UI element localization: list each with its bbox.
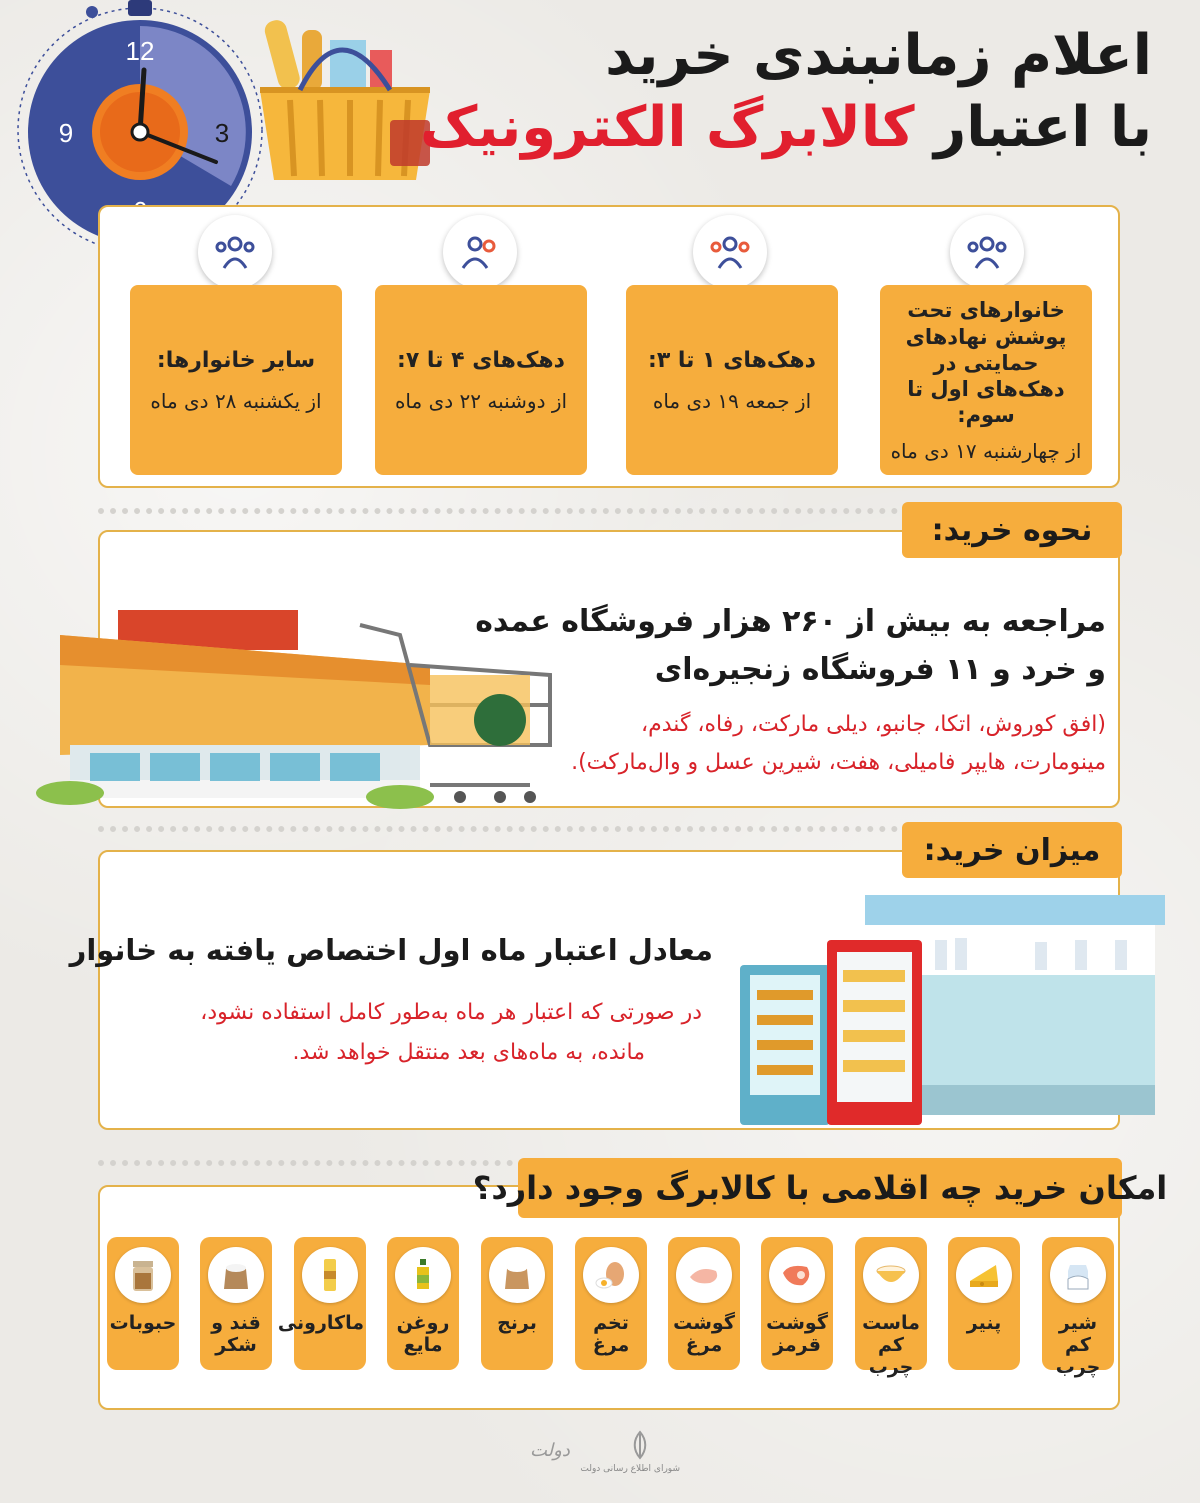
yogurt-icon bbox=[863, 1247, 919, 1303]
item-label: برنج bbox=[497, 1312, 537, 1334]
stores-list-line1: (افق کوروش، اتکا، جانبو، دیلی مارکت، رفاه، گندم، bbox=[641, 712, 1106, 737]
family-icon bbox=[693, 215, 767, 289]
how-to-buy-main-line2: و خرد و ۱۱ فروشگاه زنجیره‌ای bbox=[654, 652, 1106, 687]
shopping-basket-illustration bbox=[240, 10, 440, 190]
schedule-card bbox=[626, 285, 838, 475]
item-card bbox=[761, 1237, 833, 1370]
item-card bbox=[1042, 1237, 1114, 1378]
item-card bbox=[107, 1237, 179, 1370]
title-prefix: با اعتبار bbox=[914, 95, 1152, 160]
family-icon bbox=[198, 215, 272, 289]
pasta-icon bbox=[302, 1247, 358, 1303]
rice-icon bbox=[489, 1247, 545, 1303]
clock-number-9: 9 bbox=[58, 118, 74, 148]
item-label: حبوبات bbox=[109, 1312, 177, 1334]
stores-list-line2: مینومارت، هایپر فامیلی، هفت، شیرین عسل و وال‌مارکت). bbox=[571, 750, 1106, 775]
amount-main: معادل اعتبار ماه اول اختصاص یافته به خانوار bbox=[69, 933, 713, 967]
emblem-icon bbox=[627, 1430, 653, 1460]
item-card bbox=[481, 1237, 553, 1370]
item-label: پنیر bbox=[966, 1312, 1002, 1334]
item-label: تخم مرغ bbox=[592, 1312, 630, 1356]
schedule-date: از جمعه ۱۹ دی ماه bbox=[652, 388, 812, 413]
item-card bbox=[575, 1237, 647, 1370]
sugar-icon bbox=[208, 1247, 264, 1303]
item-card bbox=[668, 1237, 740, 1370]
item-card bbox=[277, 1237, 366, 1370]
clock-number-12: 12 bbox=[125, 36, 155, 66]
item-card bbox=[200, 1237, 272, 1370]
amount-label: میزان خرید: bbox=[902, 822, 1122, 878]
divider bbox=[98, 826, 898, 832]
page-title-line2 bbox=[420, 95, 1152, 160]
schedule-group: سایر خانوارها: bbox=[156, 348, 316, 374]
schedule-group: خانوارهای تحت پوشش نهادهای حمایتی در دهک‌های اول تا سوم: bbox=[905, 298, 1067, 428]
egg-icon bbox=[583, 1247, 639, 1303]
title-highlight: کالابرگ الکترونیک bbox=[420, 95, 915, 160]
item-card bbox=[948, 1237, 1020, 1370]
schedule-card bbox=[130, 285, 342, 475]
dolat-logo: دولت bbox=[530, 1440, 570, 1461]
item-label: ماست کم چرب bbox=[862, 1312, 920, 1378]
chicken-icon bbox=[676, 1247, 732, 1303]
refrigerators-illustration bbox=[735, 890, 1165, 1135]
schedule-card bbox=[880, 285, 1092, 475]
item-label: ماکارونی bbox=[277, 1312, 364, 1334]
schedule-date: از چهارشنبه ۱۷ دی ماه bbox=[890, 438, 1082, 463]
how-to-buy-main-line1: مراجعه به بیش از ۲۶۰ هزار فروشگاه عمده bbox=[475, 604, 1106, 639]
family-icon bbox=[950, 215, 1024, 289]
item-label: گوشت قرمز bbox=[766, 1312, 828, 1356]
amount-note-line2: مانده، به ماه‌های بعد منتقل خواهد شد. bbox=[292, 1040, 645, 1065]
schedule-card bbox=[375, 285, 587, 475]
amount-note-line1: در صورتی که اعتبار هر ماه به‌طور کامل استفاده نشود، bbox=[200, 1000, 702, 1025]
item-label: قند و شکر bbox=[211, 1312, 261, 1356]
page-title-line1: اعلام زمانبندی خرید bbox=[605, 23, 1152, 88]
divider bbox=[98, 508, 898, 514]
schedule-group: دهک‌های ۴ تا ۷: bbox=[397, 348, 565, 374]
items-section-label: امکان خرید چه اقلامی با کالابرگ وجود دارد؟ bbox=[518, 1158, 1122, 1218]
how-to-buy-label: نحوه خرید: bbox=[902, 502, 1122, 558]
schedule-date: از یکشنبه ۲۸ دی ماه bbox=[150, 388, 322, 413]
item-card bbox=[387, 1237, 459, 1370]
red-meat-icon bbox=[769, 1247, 825, 1303]
milk-icon bbox=[1050, 1247, 1106, 1303]
cheese-icon bbox=[956, 1247, 1012, 1303]
schedule-group: دهک‌های ۱ تا ۳: bbox=[648, 348, 816, 374]
schedule-date: از دوشنبه ۲۲ دی ماه bbox=[394, 388, 568, 413]
family-icon bbox=[443, 215, 517, 289]
item-label: شیر کم چرب bbox=[1055, 1312, 1101, 1378]
government-info-council-logo bbox=[580, 1430, 680, 1474]
oil-icon bbox=[395, 1247, 451, 1303]
item-card bbox=[855, 1237, 927, 1378]
clock-number-3: 3 bbox=[214, 118, 230, 148]
item-label: روغن مایع bbox=[396, 1312, 450, 1356]
item-label: گوشت مرغ bbox=[673, 1312, 735, 1356]
logo-caption: شورای اطلاع رسانی دولت bbox=[580, 1464, 680, 1474]
legumes-icon bbox=[115, 1247, 171, 1303]
